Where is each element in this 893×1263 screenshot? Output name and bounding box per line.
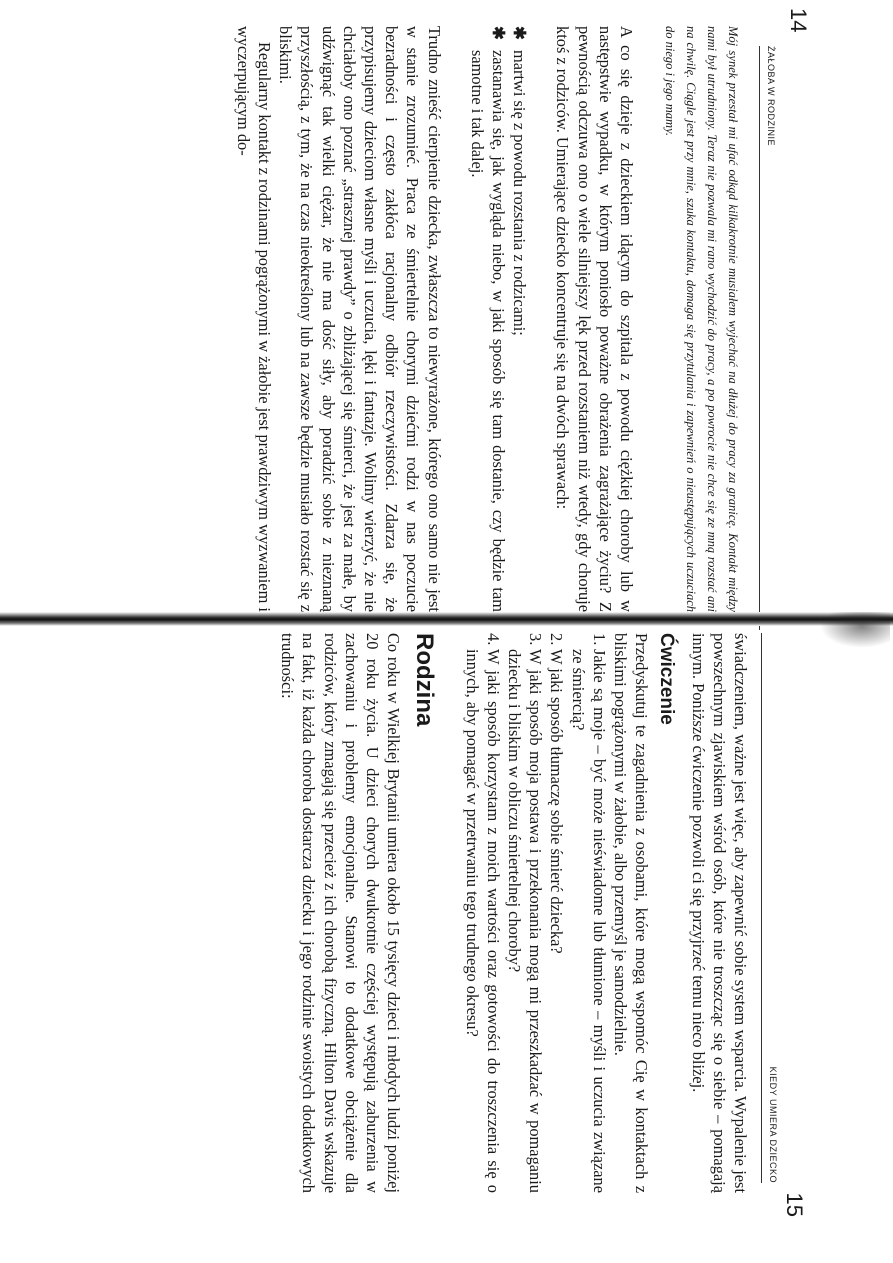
book-spine-gutter xyxy=(0,612,893,626)
list-item xyxy=(467,26,509,612)
running-head: ŻAŁOBA W RODZINIE xyxy=(766,46,776,147)
list-item-text: W jaki sposób moja postawa i przekonania mogą mi przeszkadzać w pomaganiu dziecku i bliskim w obliczu śmiertelnej choroby? xyxy=(504,649,546,1193)
page-number: 15 xyxy=(782,1192,807,1217)
asterisk-bullet-icon: ✱ xyxy=(488,26,508,40)
list-item-text: W jaki sposób tłumaczę sobie śmierć dziecka? xyxy=(547,649,567,954)
paragraph: Przedyskutuj te zagadnienia z osobami, które mogą wspomóc Cię w kontaktach z bliskimi pogrążonymi w żałobie, albo przemyśl je samodzielnie. xyxy=(610,633,652,1193)
page-header xyxy=(768,633,893,1263)
italic-quote: Mój synek przestał mi ufać odkąd kilkakrotnie musiałem wyjechać na dłużej do pracy za granicę. Kontakt między nami był utrudniony. Teraz nie pozwala mi rano wychodzić do pracy, a po powrocie nie chce się ze mną rozstać ani na chwilę. Ciągle jest przy mnie, szuka kontaktu, domaga się przytulania i zapewnień o nieustępujących uczuciach do niego i jego mamy. xyxy=(663,26,740,612)
page-header xyxy=(766,0,893,630)
list-item-text: zastanawia się, jak wygląda niebo, w jaki sposób się tam dostanie, czy będzie tam samotne i tak dalej. xyxy=(467,50,508,612)
item-number: 1. xyxy=(589,633,609,646)
paragraph: Trudno znieść cierpienie dziecka, zwłaszcza to niewyrażone, którego ono samo nie jest w stanie zrozumieć. Praca ze śmiertelnie chorymi dziećmi rodzi w nas poczucie bezradności i często zakłóca racjonalny odbiór rzeczywistości. Zdarza się, że przypisujemy dzieciom własne myśli i uczucia, lęki i fantazje. Wolimy wierzyć, że nie chciałoby ono poznać „strasznej prawdy” o zbliżającej się śmierci, że jest za małe, by udźwignąć tak wielki ciężar, że nie ma dość siły, aby poradzić sobie z nieznaną przyszłością, z tym, że na czas nieokreślony lub na zawsze będzie musiało rozstać się z bliskimi. xyxy=(276,26,444,612)
header-rule xyxy=(761,633,762,1183)
section-heading: Rodzina xyxy=(411,633,439,727)
text-column xyxy=(277,633,751,1193)
item-number: 3. xyxy=(526,633,546,646)
list-item-text: martwi się z powodu rozstania z rodzicami; xyxy=(510,50,530,336)
paragraph: Co roku w Wielkiej Brytanii umiera około 15 tysięcy dzieci i młodych ludzi poniżej 20 roku życia. U dzieci chorych dwukrotnie częściej występują zaburzenia w zachowaniu i problemy emocjonalne. Stanowi to dodatkowe obciążenie dla rodziców, który zmagają się przecież z ich chorobą fizyczną. Hilton Davis wskazuje na fakt, iż każda choroba dostarcza dziecku i jego rodzinie swoistych dodatkowych trudności: xyxy=(278,633,404,1193)
paragraph: Regularny kontakt z rodzinami pogrążonymi w żałobie jest prawdziwym wyzwaniem i wyczerpującym do- xyxy=(233,26,274,612)
page-14 xyxy=(0,0,893,630)
list-item xyxy=(509,26,530,612)
list-item xyxy=(504,633,546,1193)
item-number: 4. xyxy=(483,633,503,646)
item-number: 2. xyxy=(547,633,567,646)
asterisk-bullet-icon: ✱ xyxy=(510,26,530,40)
running-head: KIEDY UMIERA DZIECKO xyxy=(768,1066,778,1183)
list-item-text: Jakie są moje – być może nieświadome lub tłumione – myśli i uczucia związane ze śmiercią? xyxy=(568,649,609,1193)
question-list xyxy=(461,633,609,1193)
list-item xyxy=(461,633,503,1193)
exercise-heading: Ćwiczenie xyxy=(656,633,678,725)
page-15 xyxy=(0,633,893,1263)
list-item-text: W jaki sposób korzystam z moich wartości oraz gotowości do troszczenia się o innych, aby pomagać w przetrwaniu tego trudnego okresu? xyxy=(462,649,503,1193)
page-number: 14 xyxy=(786,8,811,33)
header-rule xyxy=(759,46,760,630)
list-item xyxy=(546,633,567,1193)
bullet-list xyxy=(467,26,531,612)
paragraph: A co się dzieje z dzieckiem idącym do szpitala z powodu ciężkiej choroby lub w następstwie wypadku, w którym poniosło poważne obrażenia zagrażające życiu? Z pewnością odczuwa ono o wiele silniejszy lęk przed rozstaniem niż wtedy, gdy choruje ktoś z rodziców. Umierające dziecko koncentruje się na dwóch sprawach: xyxy=(553,26,636,612)
text-column xyxy=(233,26,743,612)
paragraph: świadczeniem, ważne jest więc, aby zapewnić sobie system wsparcia. Wypalenie jest powszechnym zjawiskiem wśród osób, które nie troszcząc się o siebie – pomagają innym. Poniższe ćwiczenie pozwoli ci się przyjrzeć temu nieco bliżej. xyxy=(688,633,750,1193)
list-item xyxy=(567,633,609,1193)
